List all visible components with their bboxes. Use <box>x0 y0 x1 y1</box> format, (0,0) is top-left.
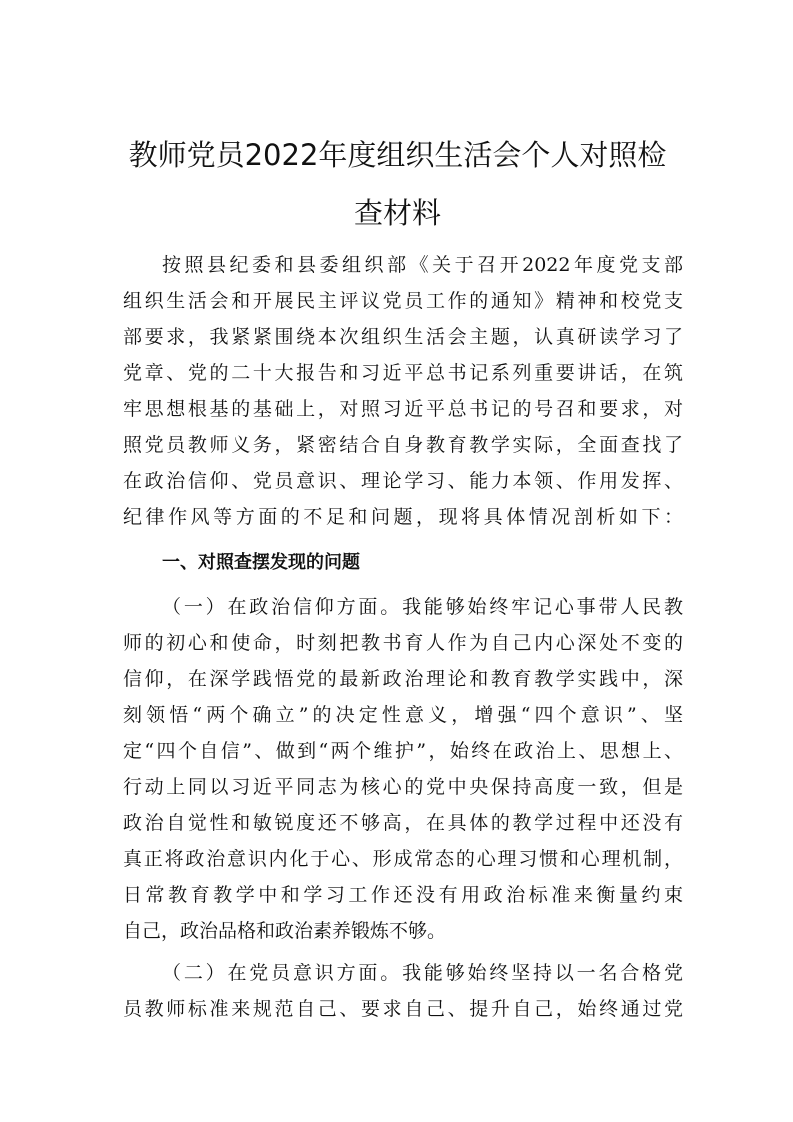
document-title-line-2: 查材料 <box>353 196 441 230</box>
paragraph-1-line-4: 党章、党的二十大报告和习近平总书记系列重要讲话，在筑 <box>123 362 683 384</box>
paragraph-1-line-7: 在政治信仰、党员意识、理论学习、能力本领、作用发挥、 <box>123 470 683 492</box>
document-title-line-1: 教师党员2022年度组织生活会个人对照检 <box>128 138 667 172</box>
paragraph-2-line-10: 自己，政治品格和政治素养锻炼不够。 <box>123 920 447 942</box>
paragraph-1-line-2: 组织生活会和开展民主评议党员工作的通知》精神和校党支 <box>123 290 683 312</box>
paragraph-2-line-5: 定“四个自信”、做到“两个维护”，始终在政治上、思想上、 <box>123 740 683 762</box>
paragraph-1-line-8: 纪律作风等方面的不足和问题，现将具体情况剖析如下： <box>123 506 683 528</box>
paragraph-2-line-4: 刻领悟“两个确立”的决定性意义，增强“四个意识”、坚 <box>123 704 683 726</box>
paragraph-2-line-3: 信仰，在深学践悟党的最新政治理论和教育教学实践中，深 <box>123 668 683 690</box>
paragraph-2-line-7: 政治自觉性和敏锐度还不够高，在具体的教学过程中还没有 <box>123 812 683 834</box>
paragraph-1-line-6: 照党员教师义务，紧密结合自身教育教学实际，全面查找了 <box>123 434 683 456</box>
paragraph-3-line-1: （二）在党员意识方面。我能够始终坚持以一名合格党 <box>162 962 683 984</box>
paragraph-2-line-8: 真正将政治意识内化于心、形成常态的心理习惯和心理机制， <box>123 848 683 870</box>
paragraph-1-line-5: 牢思想根基的基础上，对照习近平总书记的号召和要求，对 <box>123 398 683 420</box>
paragraph-2-line-6: 行动上同以习近平同志为核心的党中央保持高度一致，但是 <box>123 776 683 798</box>
paragraph-2-line-1: （一）在政治信仰方面。我能够始终牢记心事带人民教 <box>162 596 683 618</box>
paragraph-2-line-9: 日常教育教学中和学习工作还没有用政治标准来衡量约束 <box>123 884 683 906</box>
section-heading-1: 一、对照查摆发现的问题 <box>162 552 360 573</box>
paragraph-3-line-2: 员教师标准来规范自己、要求自己、提升自己，始终通过党 <box>123 998 683 1020</box>
paragraph-2-line-2: 师的初心和使命，时刻把教书育人作为自己内心深处不变的 <box>123 632 683 654</box>
paragraph-1-line-1: 按照县纪委和县委组织部《关于召开2022年度党支部 <box>162 254 683 276</box>
paragraph-1-line-3: 部要求，我紧紧围绕本次组织生活会主题，认真研读学习了 <box>123 326 683 348</box>
